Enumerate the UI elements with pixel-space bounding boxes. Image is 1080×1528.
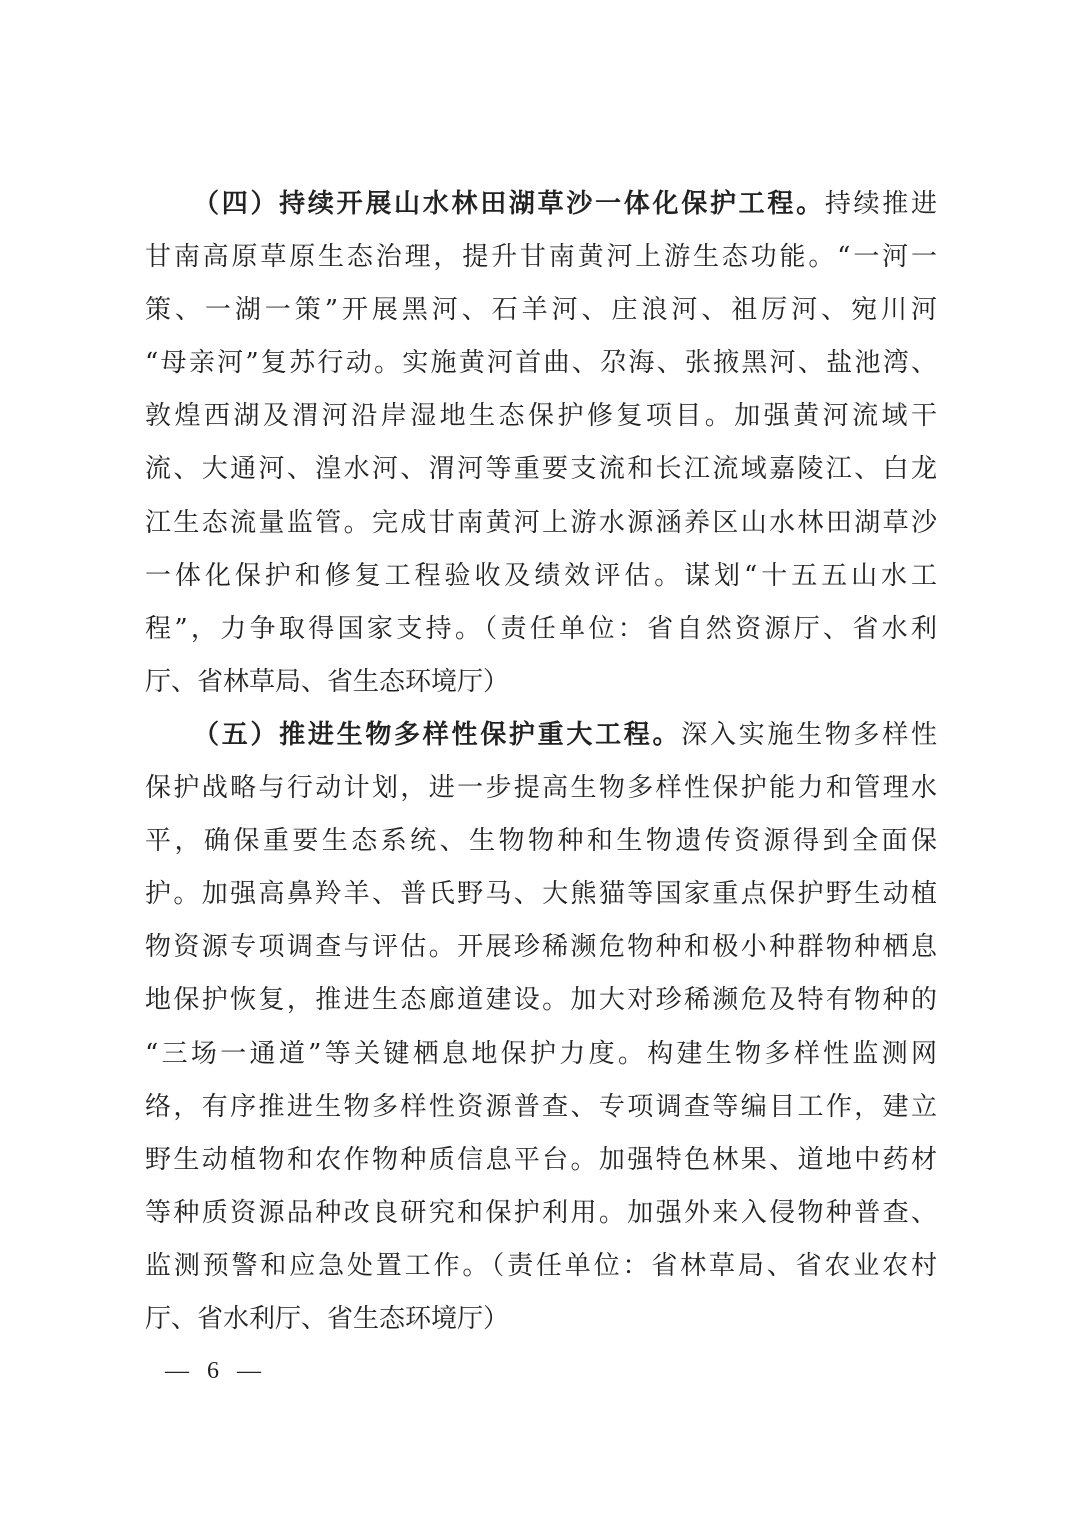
section5-line: 监测预警和应急处置工作。（责任单位：省林草局、省农业农村	[145, 1250, 937, 1281]
page-number: — 6 —	[165, 1358, 267, 1384]
section5-line: 等种质资源品种改良研究和保护利用。加强外来入侵物种普查、	[145, 1197, 937, 1228]
section5-line: 护。加强高鼻羚羊、普氏野马、大熊猫等国家重点保护野生动植	[145, 879, 937, 910]
section5-line: “三场一通道”等关键栖息地保护力度。构建生物多样性监测网	[145, 1038, 937, 1069]
section5-line: 厅、省水利厅、省生态环境厅）	[145, 1303, 510, 1334]
section4-first-line	[145, 178, 937, 231]
section4-line: 厅、省林草局、省生态环境厅）	[145, 666, 510, 697]
section5-line: 络，有序推进生物多样性资源普查、专项调查等编目工作，建立	[145, 1091, 937, 1122]
section5-line: 野生动植物和农作物种质信息平台。加强特色林果、道地中药材	[145, 1144, 937, 1175]
section5-text: 深入实施生物多样性	[681, 719, 937, 750]
section5-line: 保护战略与行动计划，进一步提高生物多样性保护能力和管理水	[145, 773, 937, 804]
section4-line: 流、大通河、湟水河、渭河等重要支流和长江流域嘉陵江、白龙	[145, 454, 937, 485]
section5-line: 平，确保重要生态系统、生物物种和生物遗传资源得到全面保	[145, 826, 937, 857]
section4-line: 敦煌西湖及渭河沿岸湿地生态保护修复项目。加强黄河流域干	[145, 401, 937, 432]
section4-line: “母亲河”复苏行动。实施黄河首曲、尕海、张掖黑河、盐池湾、	[145, 348, 937, 379]
document-body	[145, 178, 937, 1346]
section4-line: 一体化保护和修复工程验收及绩效评估。谋划“十五五山水工	[145, 560, 937, 591]
section5-line: 物资源专项调查与评估。开展珍稀濒危物种和极小种群物种栖息	[145, 932, 937, 963]
section5-heading: （五）推进生物多样性保护重大工程。	[193, 719, 682, 750]
section4-line: 策、一湖一策”开展黑河、石羊河、庄浪河、祖厉河、宛川河	[145, 295, 937, 326]
section4-heading: （四）持续开展山水林田湖草沙一体化保护工程。	[193, 189, 825, 219]
section4-line: 江生态流量监管。完成甘南黄河上游水源涵养区山水林田湖草沙	[145, 507, 937, 538]
section4-line: 程”，力争取得国家支持。（责任单位：省自然资源厅、省水利	[145, 613, 937, 644]
section4-line: 甘南高原草原生态治理，提升甘南黄河上游生态功能。“一河一	[145, 242, 937, 273]
section4-text: 持续推进	[824, 189, 937, 219]
section5-line: 地保护恢复，推进生态廊道建设。加大对珍稀濒危及特有物种的	[145, 985, 937, 1016]
section5-first-line	[145, 709, 937, 762]
